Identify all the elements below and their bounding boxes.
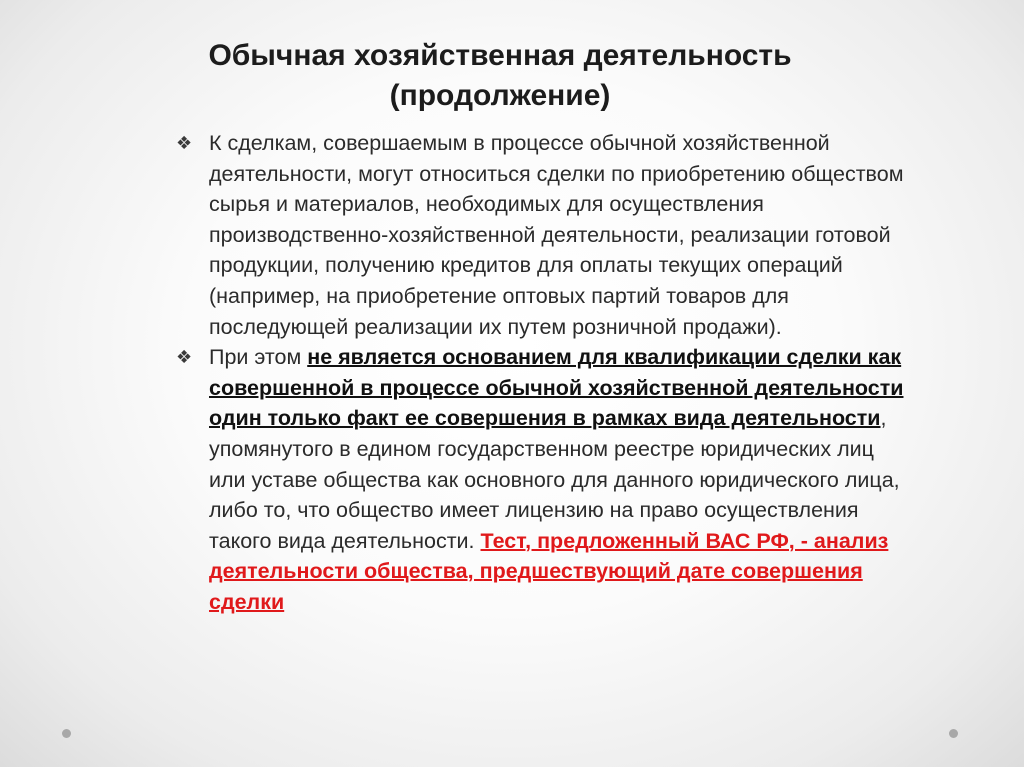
diamond-bullet-icon: ❖ xyxy=(176,347,193,368)
bullet-item-2 xyxy=(176,342,906,617)
title-line-2: (продолжение) xyxy=(389,79,611,112)
slide-nav-dot-left xyxy=(62,729,71,738)
bullet-2-emphasis: не является основанием для квалификации сделки как совершенной в процессе обычной хозяйственной деятельности один только факт ее совершения в рамках вида деятельности xyxy=(209,345,904,431)
bullet-2-middle: , упомянутого в едином государственном реестре юридических лиц или уставе общества как основного для данного юридического лица, либо то, что общество имеет лицензию на право осуществления такого вида деятельности. xyxy=(209,406,900,553)
slide-nav-dot-right xyxy=(949,729,958,738)
diamond-bullet-icon: ❖ xyxy=(176,133,193,153)
title-line-1: Обычная хозяйственная деятельность xyxy=(208,39,792,72)
bullet-2-prefix: При этом xyxy=(209,345,308,370)
bullet-1-text: К сделкам, совершаемым в процессе обычной хозяйственной деятельности, могут относиться сделки по приобретению обществом сырья и материалов, необходимых для осуществления производственно-хозяйственной деятельности, реализации готовой продукции, получению кредитов для оплаты текущих операций (например, на приобретение оптовых партий товаров для последующей реализации их путем розничной продажи). xyxy=(209,131,904,339)
bullet-item-1 xyxy=(176,128,906,342)
slide-content xyxy=(176,128,906,618)
slide-title xyxy=(0,36,1000,116)
bullet-2-highlight: Тест, предложенный ВАС РФ, - анализ деятельности общества, предшествующий дате совершения сделки xyxy=(209,528,889,614)
